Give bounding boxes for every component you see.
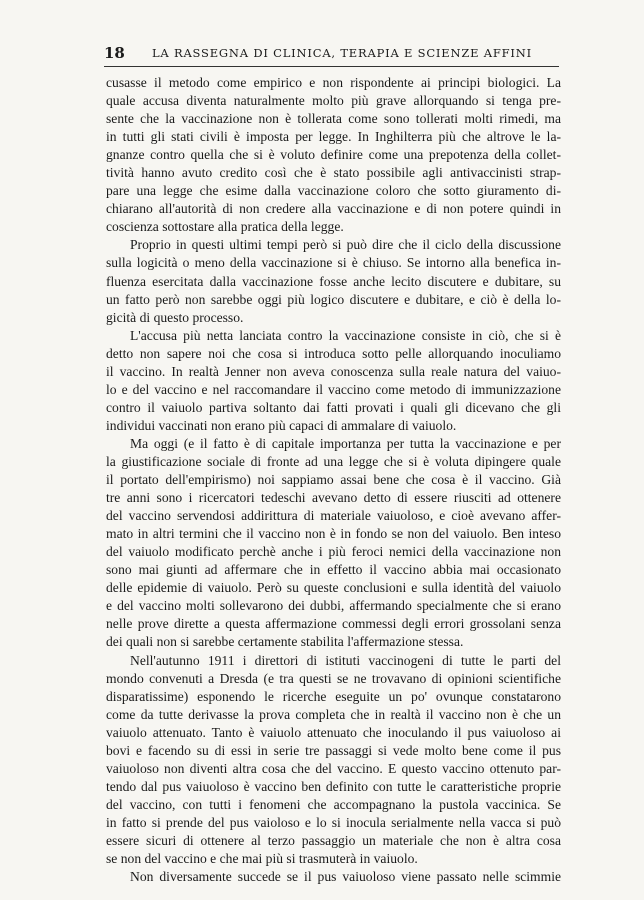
paragraph [106, 74, 561, 236]
text-line: disparatissime) esponendo le ricerche eseguite un po' ovunque constatarono [106, 688, 561, 704]
text-line: mato in altri termini che il vaccino non è in fondo se non del vaiuolo. Ben inteso [106, 526, 561, 542]
text-line: se non del vaccino e che mai più si trasmuterà in vaiuolo. [106, 851, 418, 867]
text-line: gnanze contro quella che si è voluto definire come una prepotenza della collet- [106, 147, 561, 163]
text-line: pare una legge che esime dalla vaccinazione coloro che sotto giuramento di- [106, 183, 561, 199]
body-text [106, 74, 561, 886]
text-line: sulla logicità o meno della vaccinazione si è chiuso. Se intorno alla benefica in- [106, 255, 561, 271]
text-line: coscienza sottostare alla pratica della legge. [106, 219, 344, 235]
text-line: un fatto però non sarebbe oggi più logico discutere e dubitare, e ciò è della lo- [106, 291, 561, 307]
text-line: bovi e facendo su di essi in serie tre passaggi si vede molto bene come il pus [106, 742, 561, 758]
paragraph [106, 327, 561, 435]
text-line: cusasse il metodo come empirico e non rispondente ai principi biologici. La [106, 75, 561, 90]
text-line: del vaiuolo modificato perchè anche i più feroci nemici della vaccinazione non [106, 544, 561, 560]
text-line: la giustificazione sociale di fronte ad una legge che si è voluta dipingere quale [106, 453, 561, 469]
text-line: lo e del vaccino e nel raccomandare il vaccino come metodo di immunizzazione [106, 381, 561, 397]
paragraph [106, 868, 561, 886]
text-line: delle epidemie di vaiuolo. Però su queste conclusioni e sulla identità del vaiuolo [106, 580, 561, 596]
text-line: detto non sapere noi che cosa si introduca sotto pelle allorquando inoculiamo [106, 345, 561, 361]
text-line: come da tutte derivasse la prova completa che in realtà il vaccino non è che un [106, 706, 561, 722]
text-line: Ma oggi (e il fatto è di capitale importanza per tutta la vaccinazione e per [130, 435, 561, 451]
page-number: 18 [104, 44, 125, 62]
text-line: quale accusa diventa naturalmente molto più grave allorquando si tenga pre- [106, 93, 561, 109]
text-line: nelle prove dirette a questa affermazione commessi degli errori grossolani senza [106, 616, 561, 632]
text-line: tendo dal pus vaiuoloso è vaccino ben definito con tutte le caratteristiche proprie [106, 778, 561, 794]
text-line: contro il vaiuolo partiva soltanto dai fatti provati i quali gli dicevano che gli [106, 399, 561, 415]
text-line: il vaccino. In realtà Jenner non aveva conoscenza sulla reale natura del vaiuo- [106, 363, 561, 379]
text-line: in tutti gli stati civili è imposta per legge. In Inghilterra più che altrove le la- [106, 129, 561, 145]
text-line: dei quali non si sarebbe certamente stabilita l'affermazione stessa. [106, 634, 464, 650]
text-line: il portato dell'empirismo) noi sappiamo assai bene che cosa è il vaccino. Già [106, 472, 561, 488]
text-line: individui vaccinati non erano più capaci di ammalare di vaiuolo. [106, 417, 457, 433]
text-line: Proprio in questi ultimi tempi però si può dire che il ciclo della discussione [130, 237, 561, 253]
text-line: sono mai giunti ad affermare che in effetto il vaccino abbia mai occasionato [106, 562, 561, 578]
text-line: fluenza esercitata dalla vaccinazione fosse anche lecito discutere e dubitare, su [106, 273, 561, 289]
text-line: vaiuoloso non diventi altra cosa che del vaccino. E questo vaccino ottenuto par- [106, 760, 561, 776]
text-line: tività hanno avuto credito così che è stato possibile agli antivaccinisti strap- [106, 165, 561, 181]
text-line: essere sicuri di ottenere al terzo passaggio un materiale che non è altra cosa [106, 832, 561, 848]
text-line: e del vaccino molti sollevarono dei dubbi, affermando specialmente che si erano [106, 598, 561, 614]
text-line: gicità di questo processo. [106, 309, 244, 325]
running-title: LA RASSEGNA DI CLINICA, TERAPIA E SCIENZE AFFINI [152, 46, 532, 60]
page-header [104, 44, 559, 67]
paragraph [106, 435, 561, 652]
text-line: del vaccino servendosi addirittura di materiale vaiuoloso, e cioè avevano affer- [106, 508, 561, 524]
paragraph [106, 652, 561, 869]
text-line: chiarano all'autorità di non credere alla vaccinazione e di non potere quindi in [106, 201, 561, 217]
paragraph [106, 236, 561, 326]
text-line: Non diversamente succede se il pus vaiuoloso viene passato nelle scimmie [130, 869, 561, 885]
text-line: vaiuolo attenuato. Tanto è vaiuolo attenuato che inoculando il pus vaiuoloso ai [106, 724, 561, 740]
text-line: in fatto si prende del pus vaioloso e lo si inocula serialmente nella vacca si può [106, 814, 561, 830]
text-line: L'accusa più netta lanciata contro la vaccinazione consiste in ciò, che si è [130, 327, 561, 343]
text-line: sente che la vaccinazione non è tollerata come sono tollerati molti rimedi, ma [106, 111, 561, 127]
text-line: Nell'autunno 1911 i direttori di istituti vaccinogeni di tutte le parti del [130, 652, 561, 668]
text-line: tre anni sono i ricercatori tedeschi avevano detto di essere riusciti ad ottenere [106, 490, 561, 506]
text-line: mondo convenuti a Dresda (e tra questi se ne trovavano di opinioni scientifiche [106, 670, 561, 686]
text-line: del vaccino, con tutti i fenomeni che accompagnano la pustola vaccinica. Se [106, 796, 561, 812]
